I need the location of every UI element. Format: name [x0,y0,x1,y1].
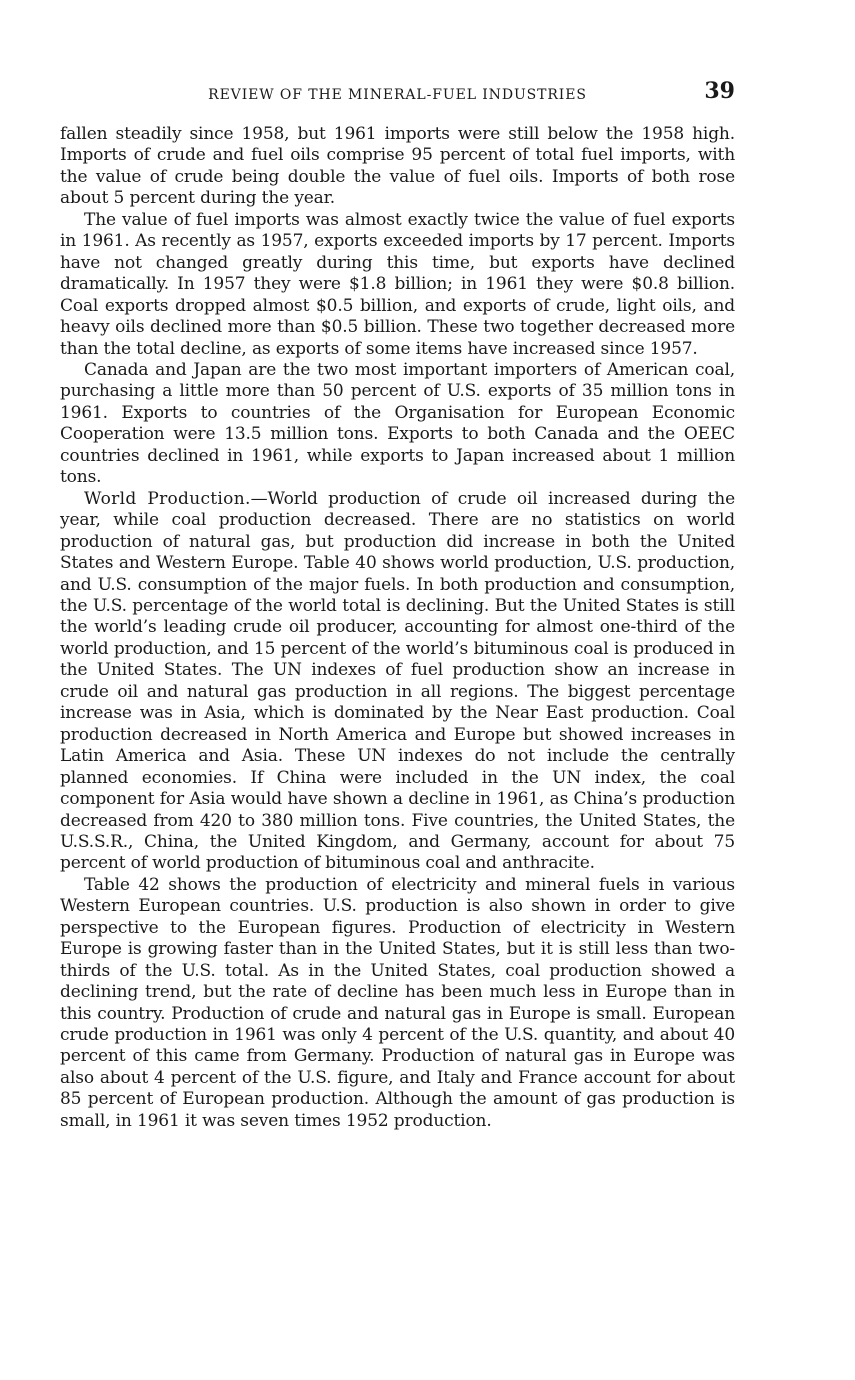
running-head [60,78,735,108]
run-in-heading: World Production. [84,488,251,509]
paragraph-fuel-imports-exports [60,210,735,360]
paragraph-continued [60,124,735,210]
running-title: REVIEW OF THE MINERAL-FUEL INDUSTRIES [208,87,587,103]
paragraph-world-production [60,489,735,875]
page-number: 39 [704,78,735,104]
paragraph-text: —World production of crude oil increased during the year, while coal production decreased. There are no statistics on world production of natural gas, but production did increase in both the United States and Western Europe. Table 40 shows world production, U.S. production, and U.S. consumption of the major fuels. In both production and consumption, the U.S. percentage of the world total is declining. But the United States is still the world’s leading crude oil producer, accounting for almost one-third of the world production, and 15 percent of the world’s bituminous coal is produced in the United States. The UN indexes of fuel production show an increase in crude oil and natural gas production in all regions. The biggest percentage increase was in Asia, which is dominated by the Near East production. Coal production decreased in North America and Europe but showed increases in Latin America and Asia. These UN indexes do not include the centrally planned economies. If China were included in the UN index, the coal component for Asia would have shown a decline in 1961, as China’s production decreased from 420 to 380 million tons. Five countries, the United States, the U.S.S.R., China, the United Kingdom, and Germany, account for about 75 percent of world production of bituminous coal and anthracite. [60,488,735,874]
paragraph-coal-importers [60,360,735,489]
body-text [60,124,735,1132]
paragraph-western-europe [60,875,735,1132]
paragraph-text: fallen steadily since 1958, but 1961 imports were still below the 1958 high. Imports of crude and fuel oils comprise 95 percent of total fuel imports, with the value of crude being double the value of fuel oils. Imports of both rose about 5 percent during the year. [60,124,735,209]
paragraph-text: Table 42 shows the production of electricity and mineral fuels in various Western European countries. U.S. production is also shown in order to give perspective to the European figures. Production of electricity in Western Europe is growing faster than in the United States, but it is still less than two-thirds of the U.S. total. As in the United States, coal production showed a declining trend, but the rate of decline has been much less in Europe than in this country. Production of crude and natural gas in Europe is small. European crude production in 1961 was only 4 percent of the U.S. quantity, and about 40 percent of this came from Germany. Production of natural gas in Europe was also about 4 percent of the U.S. figure, and Italy and France account for about 85 percent of European production. Although the amount of gas production is small, in 1961 it was seven times 1952 production. [60,874,735,1131]
paragraph-text: The value of fuel imports was almost exactly twice the value of fuel exports in 1961. As recently as 1957, exports exceeded imports by 17 percent. Imports have not changed greatly during this time, but exports have declined dramatically. In 1957 they were $1.8 billion; in 1961 they were $0.8 billion. Coal exports dropped almost $0.5 billion, and exports of crude, light oils, and heavy oils declined more than $0.5 billion. These two together decreased more than the total decline, as exports of some items have increased since 1957. [60,209,735,359]
paragraph-text: Canada and Japan are the two most important importers of American coal, purchasing a little more than 50 percent of U.S. exports of 35 million tons in 1961. Exports to countries of the Organisation for European Economic Cooperation were 13.5 million tons. Exports to both Canada and the OEEC countries declined in 1961, while exports to Japan increased about 1 million tons. [60,359,735,488]
